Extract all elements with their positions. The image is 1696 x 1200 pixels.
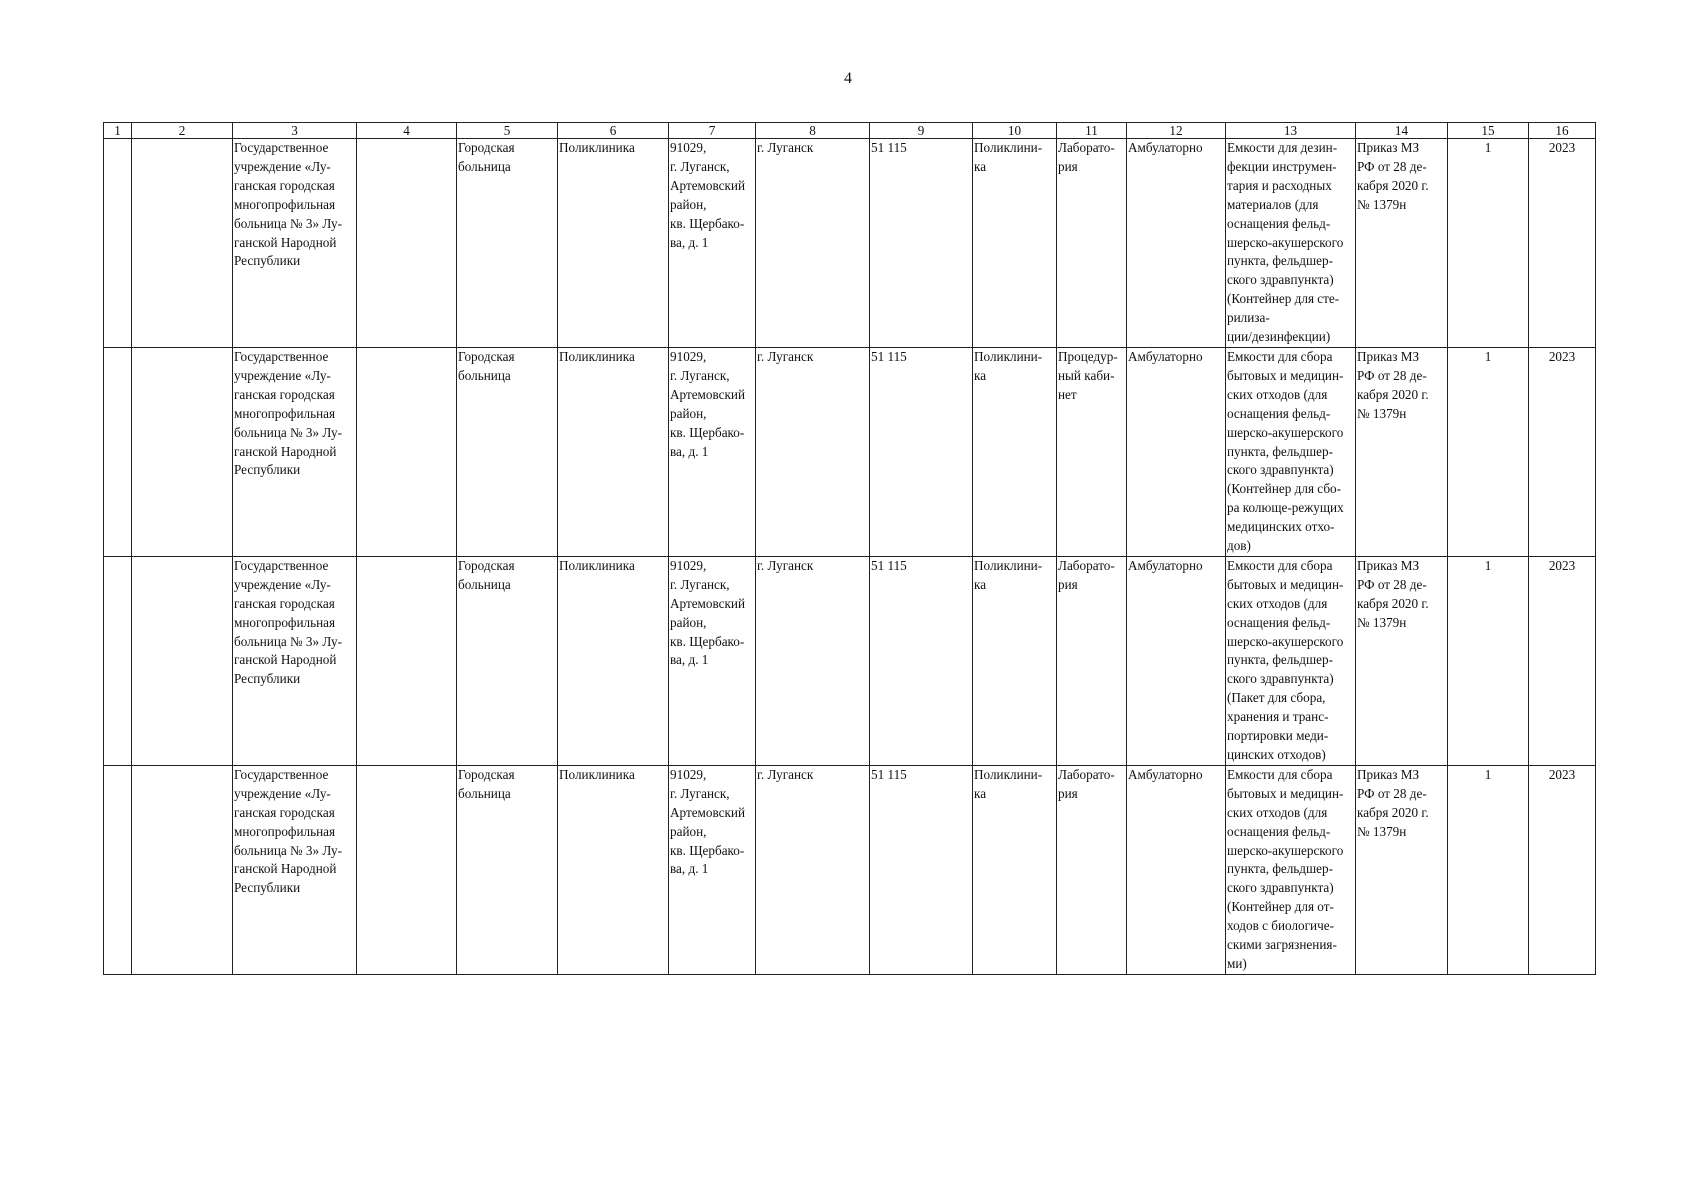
cell-department: Поликлини- ка — [973, 765, 1057, 974]
column-number-header: 11 — [1057, 123, 1127, 139]
column-number-header: 12 — [1127, 123, 1226, 139]
table-row — [104, 765, 1596, 974]
cell-code: 51 115 — [870, 556, 973, 765]
cell-care-form: Амбулаторно — [1127, 347, 1226, 556]
cell-department: Поликлини- ка — [973, 347, 1057, 556]
cell-code: 51 115 — [870, 139, 973, 348]
cell-quantity: 1 — [1448, 139, 1529, 348]
cell-year: 2023 — [1529, 347, 1596, 556]
cell-year: 2023 — [1529, 139, 1596, 348]
cell-unit: Поликлиника — [558, 765, 669, 974]
column-number-header: 15 — [1448, 123, 1529, 139]
cell-care-form: Амбулаторно — [1127, 765, 1226, 974]
column-number-header: 8 — [756, 123, 870, 139]
column-number-row — [104, 123, 1596, 139]
cell-col-2 — [132, 765, 233, 974]
cell-col-1 — [104, 347, 132, 556]
cell-city: г. Луганск — [756, 139, 870, 348]
cell-address: 91029, г. Луганск, Артемовский район, кв. Щербако- ва, д. 1 — [669, 347, 756, 556]
cell-col-2 — [132, 347, 233, 556]
cell-institution: Государственное учреждение «Лу- ганская городская многопрофильная больница № 3» Лу- ганской Народной Республики — [233, 765, 357, 974]
column-number-header: 16 — [1529, 123, 1596, 139]
table-row — [104, 139, 1596, 348]
cell-care-form: Амбулаторно — [1127, 139, 1226, 348]
cell-equipment: Емкости для сбора бытовых и медицин- ских отходов (для оснащения фельд- шерско-акушерского пункта, фельдшер- ского здравпункта) (Контейнер для от- ходов с биологиче- скими загрязнения- ми) — [1226, 765, 1356, 974]
cell-address: 91029, г. Луганск, Артемовский район, кв. Щербако- ва, д. 1 — [669, 765, 756, 974]
column-number-header: 3 — [233, 123, 357, 139]
cell-col-4 — [357, 139, 457, 348]
column-number-header: 2 — [132, 123, 233, 139]
column-number-header: 10 — [973, 123, 1057, 139]
cell-regulation: Приказ МЗ РФ от 28 де- кабря 2020 г. № 1379н — [1356, 765, 1448, 974]
column-number-header: 13 — [1226, 123, 1356, 139]
cell-unit: Поликлиника — [558, 347, 669, 556]
column-number-header: 9 — [870, 123, 973, 139]
column-number-header: 1 — [104, 123, 132, 139]
cell-col-4 — [357, 556, 457, 765]
cell-facility-type: Городская больница — [457, 139, 558, 348]
cell-city: г. Луганск — [756, 347, 870, 556]
column-number-header: 7 — [669, 123, 756, 139]
cell-regulation: Приказ МЗ РФ от 28 де- кабря 2020 г. № 1379н — [1356, 556, 1448, 765]
cell-unit: Поликлиника — [558, 556, 669, 765]
cell-col-2 — [132, 556, 233, 765]
cell-room: Лаборато- рия — [1057, 139, 1127, 348]
cell-col-4 — [357, 347, 457, 556]
cell-regulation: Приказ МЗ РФ от 28 де- кабря 2020 г. № 1379н — [1356, 139, 1448, 348]
cell-room: Лаборато- рия — [1057, 765, 1127, 974]
cell-col-1 — [104, 139, 132, 348]
table-row — [104, 347, 1596, 556]
cell-care-form: Амбулаторно — [1127, 556, 1226, 765]
column-number-header: 14 — [1356, 123, 1448, 139]
cell-address: 91029, г. Луганск, Артемовский район, кв. Щербако- ва, д. 1 — [669, 139, 756, 348]
column-number-header: 4 — [357, 123, 457, 139]
cell-facility-type: Городская больница — [457, 347, 558, 556]
cell-col-1 — [104, 556, 132, 765]
cell-room: Процедур- ный каби- нет — [1057, 347, 1127, 556]
cell-institution: Государственное учреждение «Лу- ганская городская многопрофильная больница № 3» Лу- ганской Народной Республики — [233, 139, 357, 348]
cell-facility-type: Городская больница — [457, 556, 558, 765]
cell-col-1 — [104, 765, 132, 974]
column-number-header: 5 — [457, 123, 558, 139]
cell-city: г. Луганск — [756, 765, 870, 974]
cell-regulation: Приказ МЗ РФ от 28 де- кабря 2020 г. № 1379н — [1356, 347, 1448, 556]
cell-year: 2023 — [1529, 765, 1596, 974]
cell-city: г. Луганск — [756, 556, 870, 765]
cell-equipment: Емкости для сбора бытовых и медицин- ских отходов (для оснащения фельд- шерско-акушерского пункта, фельдшер- ского здравпункта) (Контейнер для сбо- ра колюще-режущих медицинских отхо- дов) — [1226, 347, 1356, 556]
cell-department: Поликлини- ка — [973, 139, 1057, 348]
data-table — [103, 122, 1596, 975]
cell-col-2 — [132, 139, 233, 348]
cell-quantity: 1 — [1448, 765, 1529, 974]
cell-col-4 — [357, 765, 457, 974]
cell-institution: Государственное учреждение «Лу- ганская городская многопрофильная больница № 3» Лу- ганской Народной Республики — [233, 556, 357, 765]
table-row — [104, 556, 1596, 765]
column-number-header: 6 — [558, 123, 669, 139]
cell-facility-type: Городская больница — [457, 765, 558, 974]
page-number: 4 — [844, 70, 852, 87]
cell-year: 2023 — [1529, 556, 1596, 765]
cell-code: 51 115 — [870, 765, 973, 974]
cell-room: Лаборато- рия — [1057, 556, 1127, 765]
cell-quantity: 1 — [1448, 556, 1529, 765]
cell-unit: Поликлиника — [558, 139, 669, 348]
cell-equipment: Емкости для сбора бытовых и медицин- ских отходов (для оснащения фельд- шерско-акушерского пункта, фельдшер- ского здравпункта) (Пакет для сбора, хранения и транс- портировки меди- цинских отходов) — [1226, 556, 1356, 765]
cell-equipment: Емкости для дезин- фекции инструмен- тария и расходных материалов (для оснащения фельд- шерско-акушерского пункта, фельдшер- ского здравпункта) (Контейнер для сте- рилиза- ции/дезинфекции) — [1226, 139, 1356, 348]
cell-institution: Государственное учреждение «Лу- ганская городская многопрофильная больница № 3» Лу- ганской Народной Республики — [233, 347, 357, 556]
cell-quantity: 1 — [1448, 347, 1529, 556]
cell-department: Поликлини- ка — [973, 556, 1057, 765]
cell-address: 91029, г. Луганск, Артемовский район, кв. Щербако- ва, д. 1 — [669, 556, 756, 765]
cell-code: 51 115 — [870, 347, 973, 556]
